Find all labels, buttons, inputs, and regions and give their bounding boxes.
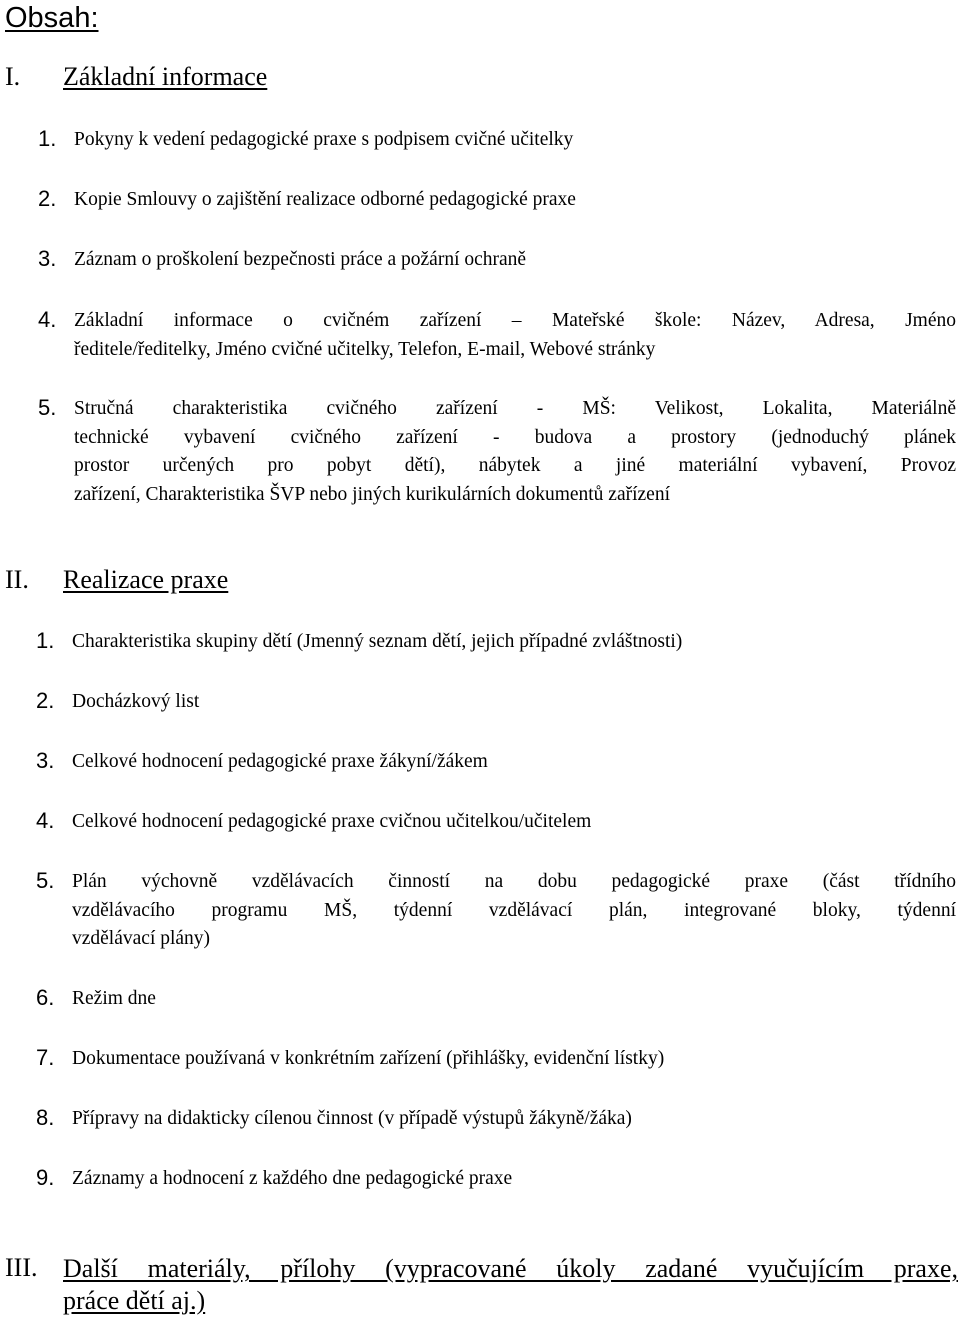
item-number: 5. <box>38 395 57 420</box>
item-text: Režim dne <box>72 988 156 1009</box>
list-item <box>36 628 954 657</box>
item-number: 2. <box>38 186 57 211</box>
item-text: Charakteristika skupiny dětí (Jmenný seznam dětí, jejich případné zvláštnosti) <box>72 631 683 652</box>
list-item <box>38 126 956 155</box>
item-text: Celkové hodnocení pedagogické praxe žákyní/žákem <box>72 751 488 772</box>
list-item <box>36 1045 954 1074</box>
item-number: 8. <box>36 1105 55 1130</box>
list-item <box>36 985 954 1014</box>
item-text: Přípravy na didakticky cílenou činnost (v případě výstupů žákyně/žáka) <box>72 1108 632 1129</box>
section-title-line: Další materiály, přílohy (vypracované úkoly zadané vyučujícím praxe, <box>63 1254 958 1283</box>
item-text: Záznamy a hodnocení z každého dne pedagogické praxe <box>72 1168 513 1189</box>
item-text: Základní informace o cvičném zařízení – Mateřské škole: Název, Adresa, Jméno <box>74 310 956 331</box>
item-number: 4. <box>38 307 57 332</box>
section-title <box>63 1253 958 1317</box>
section-title-line: práce dětí aj.) <box>63 1286 206 1315</box>
item-number: 2. <box>36 688 55 713</box>
item-text: vzdělávací plány) <box>72 928 211 949</box>
list-item <box>36 1165 954 1194</box>
section-numeral: II. <box>5 565 29 594</box>
item-number: 9. <box>36 1165 55 1190</box>
item-number: 5. <box>36 868 55 893</box>
item-text: vzdělávacího programu MŠ, týdenní vzdělávací plán, integrované bloky, týdenní <box>72 899 956 921</box>
item-text: Záznam o proškolení bezpečnosti práce a požární ochraně <box>74 249 527 270</box>
list-item <box>38 395 956 509</box>
item-text: Docházkový list <box>72 691 200 712</box>
item-text: Kopie Smlouvy o zajištění realizace odborné pedagogické praxe <box>74 189 576 210</box>
list-item <box>36 748 954 777</box>
item-text: Stručná charakteristika cvičného zařízení - MŠ: Velikost, Lokalita, Materiálně <box>74 398 956 419</box>
item-number: 3. <box>36 748 55 773</box>
list-item <box>36 688 954 717</box>
list-item <box>38 246 956 275</box>
item-text: prostor určených pro pobyt dětí), nábytek a jiné materiální vybavení, Provoz <box>74 455 956 476</box>
list-item <box>36 868 956 954</box>
list-item <box>38 186 956 215</box>
item-number: 1. <box>38 126 57 151</box>
item-number: 7. <box>36 1045 55 1070</box>
item-text: technické vybavení cvičného zařízení - budova a prostory (jednoduchý plánek <box>74 426 956 448</box>
item-number: 1. <box>36 628 55 653</box>
item-text: zařízení, Charakteristika ŠVP nebo jiných kurikulárních dokumentů zařízení <box>74 483 671 505</box>
section-title: Základní informace <box>63 62 268 91</box>
item-number: 3. <box>38 246 57 271</box>
section-numeral: III. <box>5 1253 38 1282</box>
item-text: Celkové hodnocení pedagogické praxe cvičnou učitelkou/učitelem <box>72 811 592 832</box>
item-number: 4. <box>36 808 55 833</box>
list-item <box>36 808 954 837</box>
item-text: Pokyny k vedení pedagogické praxe s podpisem cvičné učitelky <box>74 129 574 150</box>
item-number: 6. <box>36 985 55 1010</box>
item-text: Plán výchovně vzdělávacích činností na dobu pedagogické praxe (část třídního <box>72 871 956 892</box>
item-text: Dokumentace používaná v konkrétním zařízení (přihlášky, evidenční lístky) <box>72 1048 665 1069</box>
section-numeral: I. <box>5 62 21 91</box>
list-item <box>36 1105 954 1134</box>
list-item <box>38 307 956 364</box>
page-title: Obsah: <box>5 2 99 34</box>
section-title: Realizace praxe <box>63 565 229 594</box>
item-text: ředitele/ředitelky, Jméno cvičné učitelky, Telefon, E-mail, Webové stránky <box>74 338 656 360</box>
